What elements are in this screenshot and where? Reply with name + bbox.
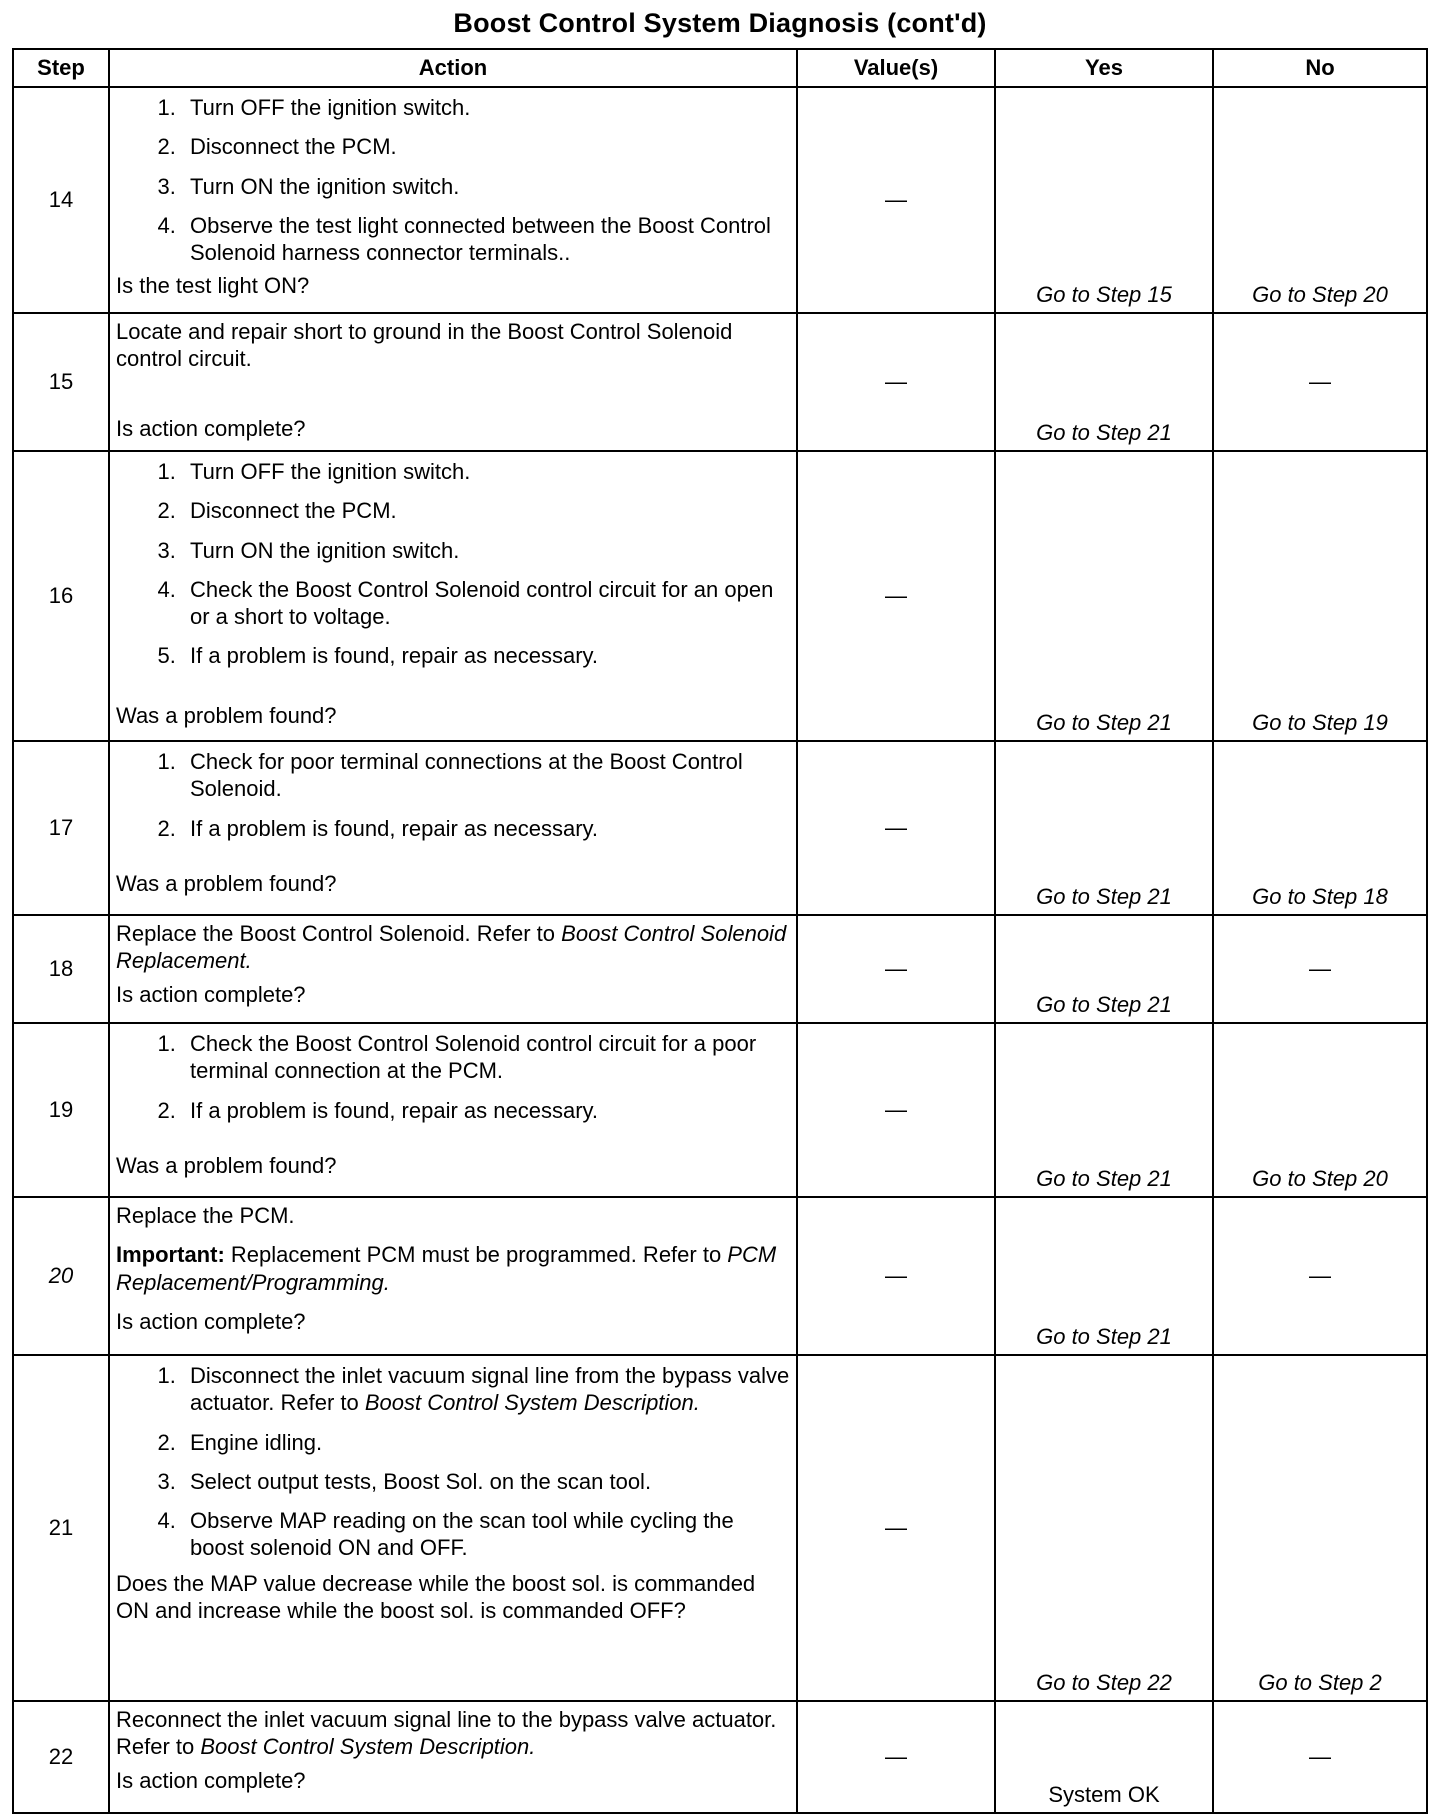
action-question: Does the MAP value decrease while the boost sol. is commanded ON and increase while the boost sol. is commanded OFF? — [116, 1570, 756, 1623]
yes-cell: Go to Step 21 — [995, 1197, 1213, 1355]
step-number: 16 — [13, 451, 109, 741]
action-steps — [116, 94, 790, 266]
action-cell — [109, 915, 797, 1023]
action-text — [116, 920, 790, 975]
action-text-prefix: Replace the Boost Control Solenoid. Refer to — [116, 921, 562, 946]
yes-cell: Go to Step 21 — [995, 915, 1213, 1023]
header-step: Step — [13, 49, 109, 87]
action-steps — [116, 458, 790, 670]
action-step: 2. If a problem is found, repair as necessary. — [182, 815, 790, 842]
header-yes: Yes — [995, 49, 1213, 87]
value-cell: — — [797, 313, 995, 451]
reference-link: Boost Control System Description. — [200, 1734, 536, 1760]
table-row — [13, 1197, 1427, 1355]
action-cell — [109, 741, 797, 915]
yes-cell: System OK — [995, 1701, 1213, 1813]
yes-cell: Go to Step 15 — [995, 87, 1213, 313]
action-cell — [109, 313, 797, 451]
step-number: 17 — [13, 741, 109, 915]
action-step: 2. Disconnect the PCM. — [182, 133, 790, 160]
action-cell — [109, 1355, 797, 1701]
value-cell: — — [797, 87, 995, 313]
value-cell: — — [797, 451, 995, 741]
action-steps — [116, 1362, 790, 1562]
yes-cell: Go to Step 21 — [995, 451, 1213, 741]
table-row — [13, 451, 1427, 741]
table-row — [13, 1355, 1427, 1701]
action-question: Is action complete? — [116, 981, 306, 1007]
table-row — [13, 1023, 1427, 1197]
action-step: 2. Engine idling. — [182, 1429, 790, 1456]
no-cell: Go to Step 20 — [1213, 1023, 1427, 1197]
value-cell: — — [797, 1355, 995, 1701]
action-step: 4. Observe the test light connected between the Boost Control Solenoid harness connector terminals.. — [182, 212, 790, 267]
action-step — [182, 1362, 790, 1417]
action-step: 1. Check for poor terminal connections at the Boost Control Solenoid. — [182, 748, 790, 803]
yes-cell: Go to Step 22 — [995, 1355, 1213, 1701]
action-cell — [109, 1023, 797, 1197]
action-cell — [109, 451, 797, 741]
action-step: 4. Observe MAP reading on the scan tool while cycling the boost solenoid ON and OFF. — [182, 1507, 790, 1562]
step-number: 19 — [13, 1023, 109, 1197]
action-step: 5. If a problem is found, repair as necessary. — [182, 642, 790, 669]
action-step: 4. Check the Boost Control Solenoid control circuit for an open or a short to voltage. — [182, 576, 790, 631]
header-no: No — [1213, 49, 1427, 87]
value-cell: — — [797, 741, 995, 915]
reference-link: PCM Replacement/Programming. — [116, 1242, 777, 1295]
page-title: Boost Control System Diagnosis (cont'd) — [453, 8, 987, 38]
important-note — [116, 1241, 790, 1296]
action-text — [116, 1706, 790, 1761]
no-cell: Go to Step 19 — [1213, 451, 1427, 741]
action-question: Was a problem found? — [116, 702, 337, 728]
header-values: Value(s) — [797, 49, 995, 87]
action-step: 3. Select output tests, Boost Sol. on the scan tool. — [182, 1468, 790, 1495]
step-number: 20 — [13, 1197, 109, 1355]
action-question: Is action complete? — [116, 1767, 306, 1793]
action-cell — [109, 1197, 797, 1355]
action-steps — [116, 748, 790, 842]
value-cell: — — [797, 1701, 995, 1813]
action-step: 2. Disconnect the PCM. — [182, 497, 790, 524]
action-step: 1. Check the Boost Control Solenoid control circuit for a poor terminal connection at the PCM. — [182, 1030, 790, 1085]
no-cell: Go to Step 20 — [1213, 87, 1427, 313]
table-row — [13, 1701, 1427, 1813]
table-row — [13, 87, 1427, 313]
action-question: Is action complete? — [116, 415, 306, 441]
action-step-text: Disconnect the inlet vacuum signal line from the bypass valve actuator. Refer to — [190, 1363, 790, 1416]
no-cell: Go to Step 2 — [1213, 1355, 1427, 1701]
action-question: Was a problem found? — [116, 1152, 337, 1178]
action-step: 1. Turn OFF the ignition switch. — [182, 94, 790, 121]
action-question: Is the test light ON? — [116, 273, 310, 299]
no-cell: — — [1213, 915, 1427, 1023]
no-cell: — — [1213, 313, 1427, 451]
step-number: 15 — [13, 313, 109, 451]
header-row — [13, 49, 1427, 87]
value-cell: — — [797, 1023, 995, 1197]
action-step: 3. Turn ON the ignition switch. — [182, 537, 790, 564]
action-cell — [109, 87, 797, 313]
step-number: 22 — [13, 1701, 109, 1813]
no-cell: Go to Step 18 — [1213, 741, 1427, 915]
header-action: Action — [109, 49, 797, 87]
yes-cell: Go to Step 21 — [995, 313, 1213, 451]
yes-cell: Go to Step 21 — [995, 1023, 1213, 1197]
action-question: Is action complete? — [116, 1308, 306, 1334]
table-row — [13, 915, 1427, 1023]
action-question: Was a problem found? — [116, 870, 337, 896]
value-cell: — — [797, 1197, 995, 1355]
value-cell: — — [797, 915, 995, 1023]
action-step: 1. Turn OFF the ignition switch. — [182, 458, 790, 485]
reference-link: Boost Control Solenoid Replacement. — [116, 921, 787, 974]
action-steps — [116, 1030, 790, 1124]
action-step: 3. Turn ON the ignition switch. — [182, 173, 790, 200]
table-row — [13, 741, 1427, 915]
important-text: Replacement PCM must be programmed. Refer to — [224, 1242, 728, 1268]
step-number: 14 — [13, 87, 109, 313]
step-number: 18 — [13, 915, 109, 1023]
no-cell: — — [1213, 1701, 1427, 1813]
diagnosis-table — [12, 48, 1428, 1814]
action-text: Locate and repair short to ground in the Boost Control Solenoid control circuit. — [116, 319, 733, 372]
action-text-prefix: Reconnect the inlet vacuum signal line to the bypass valve actuator. Refer to — [116, 1707, 777, 1760]
action-text: Replace the PCM. — [116, 1203, 295, 1228]
important-label: Important: — [116, 1242, 225, 1268]
action-step: 2. If a problem is found, repair as necessary. — [182, 1097, 790, 1124]
step-number: 21 — [13, 1355, 109, 1701]
reference-link: Boost Control System Description. — [364, 1390, 700, 1416]
action-cell — [109, 1701, 797, 1813]
yes-cell: Go to Step 21 — [995, 741, 1213, 915]
table-row — [13, 313, 1427, 451]
no-cell: — — [1213, 1197, 1427, 1355]
